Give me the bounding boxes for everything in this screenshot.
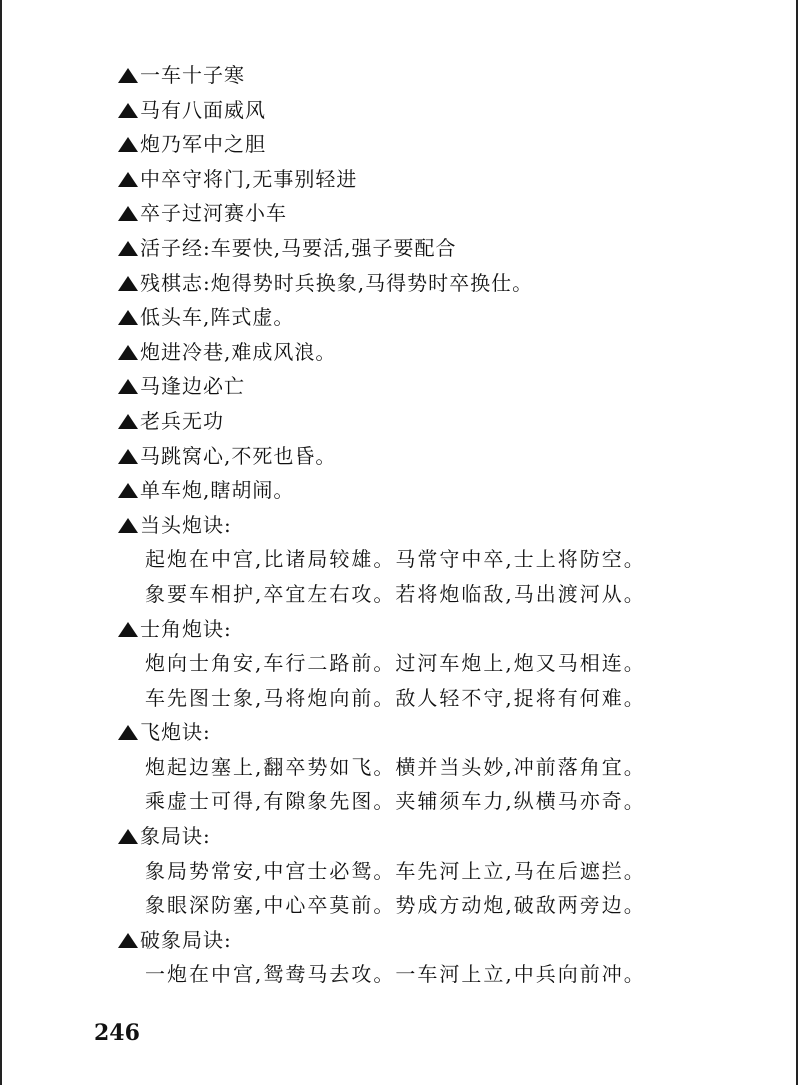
- page-content: [118, 58, 718, 992]
- heading-text: 象局诀:: [140, 824, 211, 849]
- item-text: 活子经:车要快,马要活,强子要配合: [140, 235, 457, 260]
- verse-line: 象局势常安,中宫士必鸳。车先河上立,马在后遮拦。: [145, 858, 646, 883]
- item-text: 残棋志:炮得势时兵换象,马得势时卒换仕。: [140, 270, 534, 295]
- heading-text: 士角炮诀:: [140, 616, 232, 641]
- triangle-bullet-icon: [118, 172, 138, 187]
- heading-text: 当头炮诀:: [140, 512, 232, 537]
- verse-line: 炮起边塞上,翻卒势如飞。横并当头妙,冲前落角宜。: [145, 754, 646, 779]
- verse-line: 象眼深防塞,中心卒莫前。势成方动炮,破敌两旁边。: [145, 893, 646, 918]
- heading-text: 破象局诀:: [140, 927, 232, 952]
- item-text: 一车十子寒: [140, 63, 245, 87]
- section-heading: [118, 819, 718, 854]
- section-heading: [118, 715, 718, 750]
- triangle-bullet-icon: [118, 622, 138, 637]
- triangle-bullet-icon: [118, 345, 138, 360]
- verse-line: 炮向士角安,车行二路前。过河车炮上,炮又马相连。: [145, 651, 646, 676]
- list-item: [118, 369, 718, 404]
- list-item: [118, 196, 718, 231]
- verse-line: 车先图士象,马将炮向前。敌人轻不守,捉将有何难。: [145, 685, 646, 710]
- item-text: 马跳窝心,不死也昏。: [140, 443, 337, 468]
- list-item: [118, 58, 718, 93]
- item-text: 卒子过河赛小车: [140, 201, 287, 226]
- section-heading: [118, 612, 718, 647]
- triangle-bullet-icon: [118, 310, 138, 325]
- triangle-bullet-icon: [118, 137, 138, 152]
- list-item: [118, 439, 718, 474]
- list-item: [118, 335, 718, 370]
- triangle-bullet-icon: [118, 518, 138, 533]
- item-text: 马有八面威风: [140, 97, 266, 122]
- triangle-bullet-icon: [118, 933, 138, 948]
- triangle-bullet-icon: [118, 206, 138, 221]
- triangle-bullet-icon: [118, 414, 138, 429]
- list-item: [118, 127, 718, 162]
- item-text: 单车炮,瞎胡闹。: [140, 478, 295, 503]
- verse-line: 象要车相护,卒宜左右攻。若将炮临敌,马出渡河从。: [145, 581, 646, 606]
- section-heading: [118, 923, 718, 958]
- list-item: [118, 162, 718, 197]
- triangle-bullet-icon: [118, 829, 138, 844]
- item-text: 中卒守将门,无事别轻进: [140, 166, 358, 191]
- section-heading: [118, 508, 718, 543]
- triangle-bullet-icon: [118, 276, 138, 291]
- list-item: [118, 266, 718, 301]
- verse-line: 起炮在中宫,比诸局较雄。马常守中卒,士上将防空。: [145, 547, 646, 572]
- item-text: 马逢边必亡: [140, 374, 245, 399]
- item-text: 炮进冷巷,难成风浪。: [140, 339, 337, 364]
- triangle-bullet-icon: [118, 241, 138, 256]
- item-text: 老兵无功: [140, 408, 224, 433]
- list-item: [118, 93, 718, 128]
- list-item: [118, 473, 718, 508]
- triangle-bullet-icon: [118, 725, 138, 740]
- heading-text: 飞炮诀:: [140, 720, 211, 745]
- triangle-bullet-icon: [118, 483, 138, 498]
- verse-line: 一炮在中宫,鸳鸯马去攻。一车河上立,中兵向前冲。: [145, 962, 646, 987]
- page-number: 246: [94, 1020, 140, 1046]
- item-text: 低头车,阵式虚。: [140, 305, 295, 330]
- triangle-bullet-icon: [118, 103, 138, 118]
- verse-line: 乘虚士可得,有隙象先图。夹辅须车力,纵横马亦奇。: [145, 789, 646, 814]
- triangle-bullet-icon: [118, 68, 138, 83]
- list-item: [118, 404, 718, 439]
- triangle-bullet-icon: [118, 379, 138, 394]
- item-text: 炮乃军中之胆: [140, 132, 266, 157]
- list-item: [118, 231, 718, 266]
- list-item: [118, 300, 718, 335]
- triangle-bullet-icon: [118, 449, 138, 464]
